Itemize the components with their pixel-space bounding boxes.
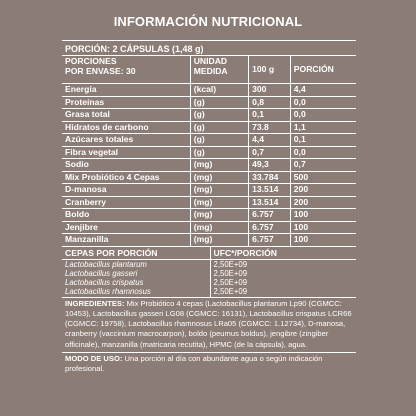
table-row (62, 109, 356, 122)
header-per100-text: 100 g (252, 64, 275, 75)
cell-per100: 4,4 (249, 134, 291, 147)
usage-text: Una porción al día con abundante agua o según indicación profesional. (65, 353, 323, 374)
cepa-name: Lactobacillus rhamnosus (62, 287, 210, 298)
cepas-header-left: CEPAS POR PORCIÓN (62, 247, 210, 260)
portion-size: PORCIÓN: 2 CÁPSULAS (1,48 g) (62, 43, 356, 56)
cepa-value: 2,50E+09 (210, 269, 356, 278)
cepa-value: 2,50E+09 (210, 278, 356, 287)
cell-unit: (g) (190, 109, 248, 122)
cell-name: Fibra vegetal (62, 146, 190, 159)
nutrition-table (62, 56, 356, 247)
cell-name: Grasa total (62, 109, 190, 122)
cell-portion: 0,0 (290, 109, 356, 122)
cell-name: Hidratos de carbono (62, 121, 190, 134)
cell-per100: 33.784 (249, 171, 291, 184)
cell-name: Sodio (62, 159, 190, 172)
cepa-name: Lactobacillus gasseri (65, 268, 138, 278)
cell-unit: (mg) (190, 234, 248, 247)
cell-portion: 4,4 (290, 84, 356, 97)
cell-portion: 100 (290, 209, 356, 222)
cell-portion: 0,1 (290, 134, 356, 147)
cell-portion: 200 (290, 196, 356, 209)
cell-per100: 0,7 (249, 146, 291, 159)
list-item (62, 287, 356, 298)
nutrition-rows (62, 84, 356, 247)
cell-per100: 0,8 (249, 96, 291, 109)
table-header-row (62, 56, 356, 84)
cell-per100: 6.757 (249, 234, 291, 247)
cepas-header-row (62, 247, 356, 260)
cell-name: Boldo (62, 209, 190, 222)
cell-per100: 73.8 (249, 121, 291, 134)
cell-unit: (g) (190, 146, 248, 159)
cell-per100: 6.757 (249, 209, 291, 222)
header-portion-text: PORCIÓN (293, 64, 334, 75)
table-row (62, 159, 356, 172)
cell-portion: 100 (290, 221, 356, 234)
cell-per100: 0,1 (249, 109, 291, 122)
cell-portion: 0,0 (290, 96, 356, 109)
cepa-value: 2,50E+09 (210, 259, 356, 269)
table-row (62, 121, 356, 134)
header-per100 (249, 56, 291, 84)
cell-per100: 300 (249, 84, 291, 97)
cell-name: Cranberry (62, 196, 190, 209)
cell-name: Proteínas (62, 96, 190, 109)
cell-name: Jenjibre (62, 221, 190, 234)
cell-per100: 13.514 (249, 196, 291, 209)
cell-portion: 500 (290, 171, 356, 184)
page-title: INFORMACIÓN NUTRICIONAL (113, 14, 303, 29)
cell-name: Azúcares totales (62, 134, 190, 147)
ingredients-text: Mix Probiótico 4 cepas (Lactobacillus plantarum Lp90 (CGMCC: 10453), Lactobacillus gasseri LG08 (CGMCC: 16131), Lactobacillus crispatus LCR66 (CGMCC: 19758), Lactobacillus rhamnosus LRa05 (CGMCC: 1.12734), D-manosa, cranberry (vaccinium macrocarpon), boldo (peumus boldus), jengibre (zingiber officinale), manzanilla (matricaria recutita), HPMC (de la cápsula), agua. (65, 298, 352, 349)
usage (62, 352, 356, 375)
cell-unit: (mg) (190, 196, 248, 209)
table-row (62, 96, 356, 109)
ingredients (62, 298, 356, 350)
cell-unit: (kcal) (190, 84, 248, 97)
cell-name: Manzanilla (62, 234, 190, 247)
table-row (62, 196, 356, 209)
usage-label: MODO DE USO: (65, 353, 123, 363)
header-portion (290, 56, 356, 84)
cepa-value: 2,50E+09 (210, 287, 356, 298)
table-row (62, 221, 356, 234)
cell-portion: 0,7 (290, 159, 356, 172)
header-portions-text: PORCIONES POR ENVASE: 30 (65, 56, 136, 76)
table-row (62, 184, 356, 197)
cell-portion: 0,0 (290, 146, 356, 159)
header-portions (62, 56, 190, 84)
list-item (62, 269, 356, 278)
cell-unit: (g) (190, 134, 248, 147)
list-item (62, 259, 356, 269)
cell-per100: 6.757 (249, 221, 291, 234)
table-row (62, 134, 356, 147)
cell-unit: (g) (190, 96, 248, 109)
cepa-name: Lactobacillus crispatus (65, 277, 144, 287)
table-row (62, 146, 356, 159)
header-unit-text: UNIDAD MEDIDA (193, 56, 228, 76)
cell-portion: 100 (290, 234, 356, 247)
ingredients-label: INGREDIENTES: (65, 298, 125, 308)
cell-unit: (mg) (190, 184, 248, 197)
cepas-rows (62, 259, 356, 297)
table-row (62, 171, 356, 184)
table-row (62, 84, 356, 97)
cell-per100: 49,3 (249, 159, 291, 172)
cell-portion: 1,1 (290, 121, 356, 134)
cell-unit: (mg) (190, 221, 248, 234)
cell-unit: (mg) (190, 159, 248, 172)
table-row (62, 209, 356, 222)
table-row (62, 234, 356, 247)
header-unit (190, 56, 248, 84)
cell-unit: (mg) (190, 171, 248, 184)
list-item (62, 278, 356, 287)
cell-portion: 200 (290, 184, 356, 197)
nutrition-panel (62, 40, 356, 411)
cell-name: Energía (62, 84, 190, 97)
cell-unit: (g) (190, 121, 248, 134)
cell-name: D-manosa (62, 184, 190, 197)
cell-unit: (mg) (190, 209, 248, 222)
cell-name: Mix Probiótico 4 Cepas (62, 171, 190, 184)
cepas-header-right: UFC*/PORCIÓN (210, 247, 356, 260)
cepa-name: Lactobacillus plantarum (65, 259, 147, 269)
cell-per100: 13.514 (249, 184, 291, 197)
cepas-table (62, 247, 356, 298)
